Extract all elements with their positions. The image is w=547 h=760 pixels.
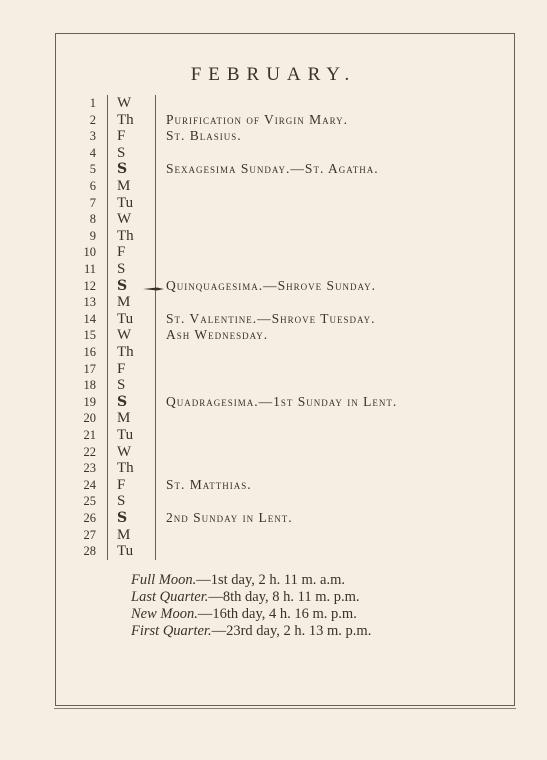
moon-phase-line xyxy=(131,623,371,640)
calendar-row xyxy=(0,543,547,559)
calendar-event: Quinquagesima.—Shrove Sunday. xyxy=(166,277,377,293)
calendar-event: Purification of Virgin Mary. xyxy=(166,111,349,127)
weekday-label: S xyxy=(117,510,128,526)
moon-phase-name: Full Moon. xyxy=(131,572,197,588)
day-number: 8 xyxy=(89,212,96,227)
weekday-label: F xyxy=(117,360,126,377)
moon-phase-name: Last Quarter. xyxy=(131,589,209,605)
calendar-row xyxy=(0,377,547,393)
weekday-label: Th xyxy=(117,460,134,477)
calendar-event: Ash Wednesday. xyxy=(166,327,269,343)
calendar-row xyxy=(0,394,547,410)
weekday-label: W xyxy=(117,327,132,344)
weekday-label: S xyxy=(117,161,128,178)
weekday-label: W xyxy=(117,443,132,460)
calendar-row xyxy=(0,145,547,161)
calendar-row xyxy=(0,211,547,227)
day-number: 24 xyxy=(83,477,96,492)
moon-phase-detail: —23rd day, 2 h. 13 m. p.m. xyxy=(211,623,372,639)
day-number: 15 xyxy=(83,328,96,343)
weekday-label: Th xyxy=(117,227,134,244)
weekday-label: Th xyxy=(117,344,134,360)
day-number: 6 xyxy=(89,179,96,193)
moon-phase-line xyxy=(131,572,371,589)
calendar-row xyxy=(0,244,547,260)
day-number: 28 xyxy=(83,544,96,559)
day-number: 10 xyxy=(83,245,96,260)
calendar-row xyxy=(0,444,547,460)
moon-phase-detail: —8th day, 8 h. 11 m. p.m. xyxy=(208,589,360,605)
day-number: 18 xyxy=(83,378,96,393)
moon-phase-detail: —1st day, 2 h. 11 m. a.m. xyxy=(196,572,345,588)
calendar-row xyxy=(0,178,547,194)
calendar-event: 2nd Sunday in Lent. xyxy=(166,510,293,525)
calendar-event: St. Blasius. xyxy=(166,128,242,144)
day-number: 1 xyxy=(89,96,96,110)
month-title: FEBRUARY. xyxy=(190,64,357,85)
calendar-row xyxy=(0,361,547,377)
moon-phase-name: First Quarter. xyxy=(131,623,212,639)
weekday-label: W xyxy=(117,211,132,228)
weekday-label: M xyxy=(117,294,131,311)
day-number: 17 xyxy=(83,361,96,376)
calendar-row xyxy=(0,477,547,493)
calendar-event: Sexagesima Sunday.—St. Agatha. xyxy=(166,161,379,177)
moon-phase-line xyxy=(131,606,371,623)
day-number: 22 xyxy=(83,444,96,459)
weekday-label: W xyxy=(117,95,132,111)
calendar-row xyxy=(0,95,547,111)
day-number: 11 xyxy=(83,262,96,276)
weekday-label: Th xyxy=(117,111,134,128)
day-number: 5 xyxy=(89,162,96,177)
day-number: 25 xyxy=(83,494,96,509)
day-number: 23 xyxy=(83,461,96,476)
calendar-row xyxy=(0,278,547,294)
calendar-event: Quadragesima.—1st Sunday in Lent. xyxy=(166,393,398,409)
day-number: 26 xyxy=(83,511,96,525)
moon-phase-line xyxy=(131,589,371,606)
day-number: 20 xyxy=(83,411,96,426)
moon-phase-name: New Moon. xyxy=(131,606,198,622)
weekday-label: S xyxy=(117,377,126,394)
pointing-hand-icon xyxy=(143,285,165,293)
weekday-label: F xyxy=(117,244,126,261)
calendar-row xyxy=(0,228,547,244)
calendar-row xyxy=(0,195,547,211)
calendar-row xyxy=(0,327,547,343)
calendar-row xyxy=(0,493,547,509)
day-number: 7 xyxy=(89,195,96,210)
weekday-label: S xyxy=(117,493,126,510)
weekday-label: Tu xyxy=(117,543,134,560)
weekday-label: S xyxy=(117,144,126,161)
day-number: 16 xyxy=(83,345,96,359)
weekday-label: M xyxy=(117,178,131,194)
day-number: 19 xyxy=(83,394,96,409)
calendar-row xyxy=(0,294,547,310)
day-number: 12 xyxy=(83,278,96,293)
calendar-row xyxy=(0,527,547,543)
calendar-row xyxy=(0,344,547,360)
moon-phases xyxy=(131,572,371,640)
weekday-label: Tu xyxy=(117,194,134,211)
moon-phase-detail: —16th day, 4 h. 16 m. p.m. xyxy=(197,606,357,622)
weekday-label: M xyxy=(117,410,131,427)
calendar-event: St. Matthias. xyxy=(166,476,252,492)
calendar-row xyxy=(0,410,547,426)
calendar-row xyxy=(0,460,547,476)
weekday-label: F xyxy=(117,476,126,493)
calendar-row xyxy=(0,161,547,177)
day-number: 2 xyxy=(89,112,96,127)
calendar-row xyxy=(0,261,547,277)
day-number: 3 xyxy=(89,129,96,144)
day-number: 4 xyxy=(89,145,96,160)
weekday-label: M xyxy=(117,526,131,543)
calendar-row xyxy=(0,427,547,443)
weekday-label: S xyxy=(117,393,128,410)
calendar-event: St. Valentine.—Shrove Tuesday. xyxy=(166,310,376,326)
weekday-label: S xyxy=(117,261,126,277)
calendar-row xyxy=(0,128,547,144)
calendar-row xyxy=(0,510,547,526)
calendar-row xyxy=(0,311,547,327)
day-number: 21 xyxy=(83,428,96,442)
day-number: 9 xyxy=(89,228,96,243)
day-number: 27 xyxy=(83,527,96,542)
weekday-label: S xyxy=(117,277,128,294)
weekday-label: Tu xyxy=(117,310,134,327)
day-number: 14 xyxy=(83,311,96,326)
day-number: 13 xyxy=(83,295,96,310)
weekday-label: Tu xyxy=(117,427,134,443)
calendar-row xyxy=(0,112,547,128)
weekday-label: F xyxy=(117,128,126,145)
